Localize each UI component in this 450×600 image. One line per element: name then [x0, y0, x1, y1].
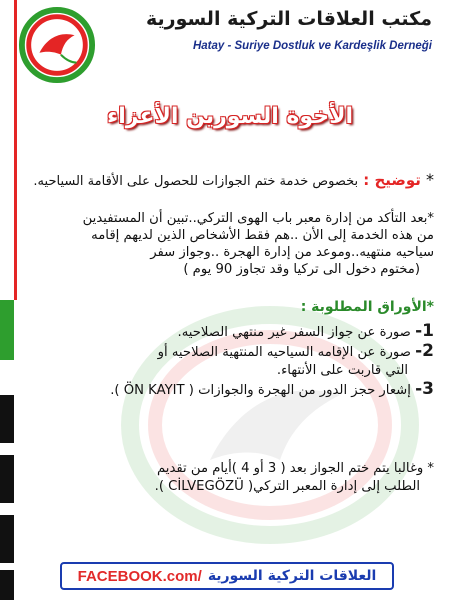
clarification-label: توضيح : [363, 171, 421, 189]
documents-label-row [22, 296, 434, 315]
list-item [22, 322, 434, 342]
list-item [22, 362, 434, 380]
list-item [22, 380, 434, 400]
stripe-green [0, 300, 14, 360]
page-title: الأخوة السورين الأعزاء [106, 104, 353, 129]
duration-line: * وغالبا يتم ختم الجواز بعد ( 3 أو 4 )أيام من تقديم [157, 461, 434, 476]
item-text: صورة عن الإقامه السياحيه المنتهية الصلاحيه أو [157, 345, 411, 360]
item-text: صورة عن جواز السفر غير منتهي الصلاحيه. [177, 325, 411, 340]
notice-line: (مختوم دخول الى تركيا وقد تجاوز 90 يوم ) [183, 262, 420, 277]
stripe-white [0, 360, 14, 384]
item-number: 1- [415, 321, 434, 341]
footer-page-name: العلاقات التركية السورية [207, 568, 377, 584]
clarification [22, 170, 434, 189]
header [0, 0, 450, 92]
notice-line: *بعد التأكد من إدارة معبر باب الهوى التركي..تبين أن المستفيدين [82, 211, 434, 226]
stripe-black-1 [0, 395, 14, 443]
item-text: التي قاربت على الأنتهاء. [276, 363, 408, 378]
stripe-black-3 [0, 515, 14, 563]
list-item [22, 342, 434, 362]
documents-list [22, 322, 434, 400]
org-name-turkish: Hatay - Suriye Dostluk ve Kardeşlik Derneği [192, 40, 432, 52]
duration-line: الطلب إلى إدارة المعبر التركي( CİLVEGÖZÜ ). [154, 479, 420, 494]
duration [22, 460, 434, 496]
notice-line: من هذه الخدمة إلى الأن ..هم فقط الأشخاص الذين لديهم إقامه [91, 228, 434, 243]
item-number: 2- [415, 341, 434, 361]
stripe-black-2 [0, 455, 14, 503]
facebook-link[interactable]: FACEBOOK.com/ [77, 567, 202, 585]
notice [22, 210, 434, 278]
facebook-footer[interactable] [60, 562, 394, 590]
notice-line: سياحيه منتهيه..وموعد من إدارة الهجرة ..وجواز سفر [150, 245, 434, 260]
item-number: 3- [415, 379, 434, 399]
stripe-black-4 [0, 570, 14, 600]
documents-label: *الأوراق المطلوبة : [300, 299, 434, 315]
org-name-arabic: مكتب العلاقات التركية السورية [145, 8, 432, 30]
bullet: * [426, 170, 434, 189]
item-text: إشعار حجز الدور من الهجرة والجوازات ( ÖN KAYIT ). [110, 383, 411, 398]
dove-logo-icon [18, 6, 96, 84]
clarification-text: بخصوص خدمة ختم الجوازات للحصول على الأقامة السياحيه. [33, 174, 359, 189]
